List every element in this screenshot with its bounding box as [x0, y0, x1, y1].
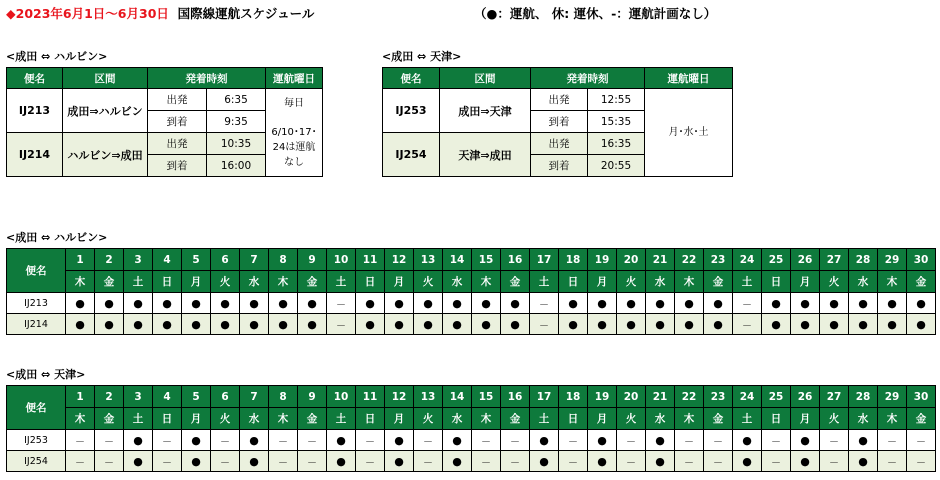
- date-header: 26: [791, 386, 820, 408]
- section-label-tianjin-calendar: <成田 ⇔ 天津>: [6, 368, 86, 381]
- date-header: 24: [733, 249, 762, 271]
- status-cell: －: [733, 293, 762, 314]
- date-header: 25: [762, 386, 791, 408]
- status-cell: ●: [414, 293, 443, 314]
- date-header: 30: [907, 249, 936, 271]
- weekday-header: 火: [820, 408, 849, 430]
- status-cell: ●: [240, 430, 269, 451]
- status-cell: ●: [443, 293, 472, 314]
- status-cell: ●: [443, 430, 472, 451]
- status-cell: －: [95, 451, 124, 472]
- weekday-header: 火: [211, 271, 240, 293]
- status-cell: ●: [124, 451, 153, 472]
- status-cell: ●: [240, 293, 269, 314]
- status-cell: －: [66, 451, 95, 472]
- status-cell: ●: [124, 314, 153, 335]
- arr-label: 到着: [531, 111, 588, 133]
- weekday-header: 金: [95, 271, 124, 293]
- dep-label: 出発: [148, 89, 207, 111]
- status-cell: －: [704, 430, 733, 451]
- status-cell: －: [907, 451, 936, 472]
- status-cell: －: [762, 430, 791, 451]
- status-cell: ●: [849, 314, 878, 335]
- weekday-header: 火: [617, 271, 646, 293]
- status-cell: ●: [443, 451, 472, 472]
- date-header: 16: [501, 249, 530, 271]
- header-time: 発着時刻: [148, 68, 266, 89]
- page-title: [6, 4, 314, 22]
- status-cell: －: [298, 430, 327, 451]
- status-cell: －: [356, 451, 385, 472]
- weekday-header: 土: [733, 271, 762, 293]
- weekday-header: 月: [385, 408, 414, 430]
- weekday-header: 日: [762, 271, 791, 293]
- status-cell: －: [211, 451, 240, 472]
- weekday-header: 金: [95, 408, 124, 430]
- date-header: 25: [762, 249, 791, 271]
- status-cell: ●: [762, 314, 791, 335]
- date-header: 17: [530, 386, 559, 408]
- status-cell: ●: [472, 293, 501, 314]
- status-cell: －: [617, 430, 646, 451]
- date-header: 19: [588, 249, 617, 271]
- status-cell: ●: [646, 451, 675, 472]
- arr-label: 到着: [148, 155, 207, 177]
- status-cell: ●: [240, 314, 269, 335]
- weekday-header: 水: [646, 408, 675, 430]
- status-cell: －: [501, 451, 530, 472]
- status-cell: ●: [124, 430, 153, 451]
- date-header: 20: [617, 249, 646, 271]
- status-cell: －: [878, 430, 907, 451]
- status-cell: ●: [907, 314, 936, 335]
- weekday-header: 火: [414, 408, 443, 430]
- dep-label: 出発: [148, 133, 207, 155]
- weekday-header: 木: [878, 271, 907, 293]
- status-cell: －: [733, 314, 762, 335]
- date-header: 22: [675, 386, 704, 408]
- status-cell: －: [269, 451, 298, 472]
- flight-number: IJ254: [383, 133, 440, 177]
- status-cell: －: [269, 430, 298, 451]
- header-time: 発着時刻: [531, 68, 645, 89]
- status-cell: ●: [849, 293, 878, 314]
- status-cell: ●: [501, 293, 530, 314]
- legend-text: （●：運航、 休: 運休、-：運航計画なし）: [474, 6, 717, 21]
- calendar-flight-header: 便名: [7, 386, 66, 430]
- weekday-header: 木: [472, 271, 501, 293]
- date-header: 18: [559, 249, 588, 271]
- status-cell: －: [675, 451, 704, 472]
- status-cell: －: [559, 430, 588, 451]
- status-cell: ●: [211, 314, 240, 335]
- status-cell: －: [472, 451, 501, 472]
- date-header: 4: [153, 386, 182, 408]
- weekday-header: 木: [878, 408, 907, 430]
- date-header: 5: [182, 249, 211, 271]
- status-cell: ●: [327, 430, 356, 451]
- status-cell: ●: [907, 293, 936, 314]
- arr-label: 到着: [148, 111, 207, 133]
- date-header: 30: [907, 386, 936, 408]
- row-flight-number: IJ214: [7, 314, 66, 335]
- weekday-header: 水: [240, 271, 269, 293]
- weekday-header: 土: [124, 271, 153, 293]
- weekday-header: 水: [646, 271, 675, 293]
- date-header: 12: [385, 386, 414, 408]
- status-cell: ●: [646, 293, 675, 314]
- arr-time: 20:55: [588, 155, 645, 177]
- status-cell: ●: [385, 451, 414, 472]
- status-cell: ●: [646, 430, 675, 451]
- status-cell: ●: [530, 451, 559, 472]
- date-header: 9: [298, 249, 327, 271]
- table-row: [7, 314, 936, 335]
- flight-route: 天津⇒成田: [440, 133, 531, 177]
- header-section: 区間: [63, 68, 148, 89]
- operating-days: 月･水･土: [645, 89, 733, 177]
- dep-label: 出発: [531, 133, 588, 155]
- date-header: 3: [124, 386, 153, 408]
- status-cell: ●: [240, 451, 269, 472]
- status-cell: ●: [66, 293, 95, 314]
- date-header: 12: [385, 249, 414, 271]
- date-header: 10: [327, 249, 356, 271]
- status-cell: ●: [530, 430, 559, 451]
- dep-label: 出発: [531, 89, 588, 111]
- status-cell: ●: [182, 293, 211, 314]
- status-cell: ●: [704, 314, 733, 335]
- date-header: 21: [646, 249, 675, 271]
- status-cell: ●: [211, 293, 240, 314]
- date-header: 15: [472, 249, 501, 271]
- status-cell: ●: [646, 314, 675, 335]
- status-cell: ●: [356, 293, 385, 314]
- flight-route: 成田⇒天津: [440, 89, 531, 133]
- status-cell: －: [820, 430, 849, 451]
- table-row: [7, 451, 936, 472]
- weekday-header: 土: [530, 408, 559, 430]
- status-cell: ●: [298, 293, 327, 314]
- weekday-header: 木: [472, 408, 501, 430]
- calendar-table: [6, 385, 936, 472]
- flight-route: 成田⇒ハルビン: [63, 89, 148, 133]
- date-header: 28: [849, 386, 878, 408]
- weekday-header: 月: [182, 408, 211, 430]
- status-cell: ●: [733, 430, 762, 451]
- status-cell: －: [472, 430, 501, 451]
- date-header: 6: [211, 249, 240, 271]
- date-header: 3: [124, 249, 153, 271]
- header-days: 運航曜日: [645, 68, 733, 89]
- status-cell: ●: [269, 293, 298, 314]
- route-table-harbin: [6, 67, 323, 177]
- title-period: 2023年6月1日～6月30日: [15, 6, 169, 21]
- weekday-header: 土: [530, 271, 559, 293]
- date-header: 6: [211, 386, 240, 408]
- operating-days-note: 6/10･17･24は運航なし: [271, 126, 317, 168]
- weekday-header: 土: [327, 271, 356, 293]
- weekday-header: 月: [588, 271, 617, 293]
- route-table-tianjin: [382, 67, 733, 177]
- table-row: [7, 430, 936, 451]
- weekday-header: 金: [907, 408, 936, 430]
- date-header: 15: [472, 386, 501, 408]
- status-cell: ●: [878, 293, 907, 314]
- status-cell: ●: [153, 293, 182, 314]
- weekday-header: 日: [153, 408, 182, 430]
- title-marker: ◆: [6, 6, 16, 21]
- date-header: 11: [356, 386, 385, 408]
- status-cell: －: [95, 430, 124, 451]
- date-header: 10: [327, 386, 356, 408]
- status-cell: －: [153, 451, 182, 472]
- status-cell: －: [298, 451, 327, 472]
- dep-time: 6:35: [207, 89, 266, 111]
- status-cell: ●: [559, 314, 588, 335]
- operating-days: [266, 89, 323, 177]
- date-header: 14: [443, 249, 472, 271]
- weekday-header: 木: [269, 408, 298, 430]
- date-header: 8: [269, 386, 298, 408]
- status-cell: －: [414, 451, 443, 472]
- date-header: 19: [588, 386, 617, 408]
- header-section: 区間: [440, 68, 531, 89]
- weekday-header: 木: [66, 408, 95, 430]
- status-cell: ●: [733, 451, 762, 472]
- calendar-table: [6, 248, 936, 335]
- weekday-header: 土: [327, 408, 356, 430]
- section-label-harbin-calendar: <成田 ⇔ ハルビン>: [6, 231, 108, 244]
- status-cell: －: [675, 430, 704, 451]
- status-cell: ●: [849, 451, 878, 472]
- weekday-header: 金: [907, 271, 936, 293]
- date-header: 1: [66, 249, 95, 271]
- weekday-header: 火: [211, 408, 240, 430]
- status-cell: －: [530, 314, 559, 335]
- date-header: 13: [414, 249, 443, 271]
- status-cell: －: [414, 430, 443, 451]
- dep-time: 12:55: [588, 89, 645, 111]
- header-flight: 便名: [383, 68, 440, 89]
- status-cell: ●: [443, 314, 472, 335]
- weekday-header: 金: [704, 408, 733, 430]
- date-header: 27: [820, 249, 849, 271]
- weekday-header: 水: [443, 408, 472, 430]
- date-header: 2: [95, 249, 124, 271]
- status-cell: ●: [385, 314, 414, 335]
- status-cell: －: [907, 430, 936, 451]
- status-cell: －: [153, 430, 182, 451]
- weekday-header: 金: [501, 408, 530, 430]
- section-label-tianjin-times: <成田 ⇔ 天津>: [382, 50, 462, 63]
- status-cell: ●: [675, 314, 704, 335]
- weekday-header: 水: [443, 271, 472, 293]
- status-cell: ●: [153, 314, 182, 335]
- section-label-harbin-times: <成田 ⇔ ハルビン>: [6, 50, 108, 63]
- status-cell: ●: [704, 293, 733, 314]
- date-header: 4: [153, 249, 182, 271]
- status-cell: －: [559, 451, 588, 472]
- status-cell: ●: [385, 293, 414, 314]
- weekday-header: 土: [124, 408, 153, 430]
- date-header: 16: [501, 386, 530, 408]
- status-cell: ●: [878, 314, 907, 335]
- date-header: 17: [530, 249, 559, 271]
- weekday-header: 日: [559, 408, 588, 430]
- weekday-header: 日: [762, 408, 791, 430]
- weekday-header: 月: [588, 408, 617, 430]
- date-header: 22: [675, 249, 704, 271]
- date-header: 5: [182, 386, 211, 408]
- weekday-header: 金: [704, 271, 733, 293]
- date-header: 13: [414, 386, 443, 408]
- date-header: 24: [733, 386, 762, 408]
- status-cell: ●: [327, 451, 356, 472]
- row-flight-number: IJ213: [7, 293, 66, 314]
- date-header: 23: [704, 386, 733, 408]
- row-flight-number: IJ254: [7, 451, 66, 472]
- table-row: [7, 293, 936, 314]
- weekday-header: 月: [385, 271, 414, 293]
- status-cell: ●: [95, 293, 124, 314]
- weekday-header: 日: [153, 271, 182, 293]
- status-cell: ●: [501, 314, 530, 335]
- weekday-header: 火: [414, 271, 443, 293]
- flight-number: IJ213: [7, 89, 63, 133]
- row-flight-number: IJ253: [7, 430, 66, 451]
- title-text: 国際線運航スケジュール: [177, 6, 315, 21]
- status-cell: ●: [617, 314, 646, 335]
- status-cell: ●: [588, 451, 617, 472]
- status-cell: ●: [588, 293, 617, 314]
- arr-label: 到着: [531, 155, 588, 177]
- weekday-header: 月: [791, 408, 820, 430]
- dep-time: 10:35: [207, 133, 266, 155]
- weekday-header: 土: [733, 408, 762, 430]
- weekday-header: 水: [849, 408, 878, 430]
- weekday-header: 火: [820, 271, 849, 293]
- status-cell: ●: [820, 314, 849, 335]
- status-cell: ●: [559, 293, 588, 314]
- date-header: 21: [646, 386, 675, 408]
- status-cell: －: [762, 451, 791, 472]
- status-cell: ●: [95, 314, 124, 335]
- status-cell: ●: [66, 314, 95, 335]
- status-cell: ●: [385, 430, 414, 451]
- status-cell: ●: [182, 314, 211, 335]
- date-header: 27: [820, 386, 849, 408]
- date-header: 26: [791, 249, 820, 271]
- weekday-header: 金: [298, 408, 327, 430]
- weekday-header: 木: [675, 271, 704, 293]
- weekday-header: 月: [791, 271, 820, 293]
- date-header: 2: [95, 386, 124, 408]
- weekday-header: 日: [559, 271, 588, 293]
- status-cell: －: [878, 451, 907, 472]
- date-header: 11: [356, 249, 385, 271]
- date-header: 23: [704, 249, 733, 271]
- status-cell: －: [820, 451, 849, 472]
- date-header: 8: [269, 249, 298, 271]
- dep-time: 16:35: [588, 133, 645, 155]
- status-cell: ●: [182, 430, 211, 451]
- status-cell: ●: [617, 293, 646, 314]
- weekday-header: 水: [849, 271, 878, 293]
- date-header: 29: [878, 386, 907, 408]
- status-cell: ●: [791, 314, 820, 335]
- status-cell: ●: [472, 314, 501, 335]
- weekday-header: 火: [617, 408, 646, 430]
- status-cell: ●: [356, 314, 385, 335]
- status-cell: ●: [791, 293, 820, 314]
- status-cell: ●: [588, 314, 617, 335]
- status-cell: ●: [298, 314, 327, 335]
- status-cell: ●: [762, 293, 791, 314]
- weekday-header: 木: [675, 408, 704, 430]
- flight-number: IJ214: [7, 133, 63, 177]
- status-cell: ●: [588, 430, 617, 451]
- status-cell: －: [327, 314, 356, 335]
- weekday-header: 金: [298, 271, 327, 293]
- status-cell: ●: [414, 314, 443, 335]
- arr-time: 16:00: [207, 155, 266, 177]
- status-cell: ●: [182, 451, 211, 472]
- date-header: 28: [849, 249, 878, 271]
- status-cell: －: [356, 430, 385, 451]
- header-days: 運航曜日: [266, 68, 323, 89]
- header-flight: 便名: [7, 68, 63, 89]
- calendar-flight-header: 便名: [7, 249, 66, 293]
- status-cell: ●: [675, 293, 704, 314]
- weekday-header: 月: [182, 271, 211, 293]
- status-cell: －: [530, 293, 559, 314]
- date-header: 1: [66, 386, 95, 408]
- arr-time: 9:35: [207, 111, 266, 133]
- date-header: 7: [240, 386, 269, 408]
- weekday-header: 日: [356, 408, 385, 430]
- status-cell: －: [704, 451, 733, 472]
- status-cell: －: [211, 430, 240, 451]
- status-cell: ●: [269, 314, 298, 335]
- status-cell: －: [617, 451, 646, 472]
- status-cell: ●: [124, 293, 153, 314]
- weekday-header: 日: [356, 271, 385, 293]
- status-cell: ●: [820, 293, 849, 314]
- date-header: 9: [298, 386, 327, 408]
- weekday-header: 水: [240, 408, 269, 430]
- weekday-header: 木: [66, 271, 95, 293]
- date-header: 7: [240, 249, 269, 271]
- date-header: 14: [443, 386, 472, 408]
- status-cell: ●: [791, 430, 820, 451]
- status-cell: ●: [849, 430, 878, 451]
- flight-number: IJ253: [383, 89, 440, 133]
- flight-route: ハルビン⇒成田: [63, 133, 148, 177]
- status-cell: ●: [791, 451, 820, 472]
- status-cell: －: [501, 430, 530, 451]
- date-header: 20: [617, 386, 646, 408]
- status-cell: －: [327, 293, 356, 314]
- status-cell: －: [66, 430, 95, 451]
- date-header: 18: [559, 386, 588, 408]
- weekday-header: 木: [269, 271, 298, 293]
- weekday-header: 金: [501, 271, 530, 293]
- arr-time: 15:35: [588, 111, 645, 133]
- operating-days-line1: 毎日: [284, 97, 304, 109]
- date-header: 29: [878, 249, 907, 271]
